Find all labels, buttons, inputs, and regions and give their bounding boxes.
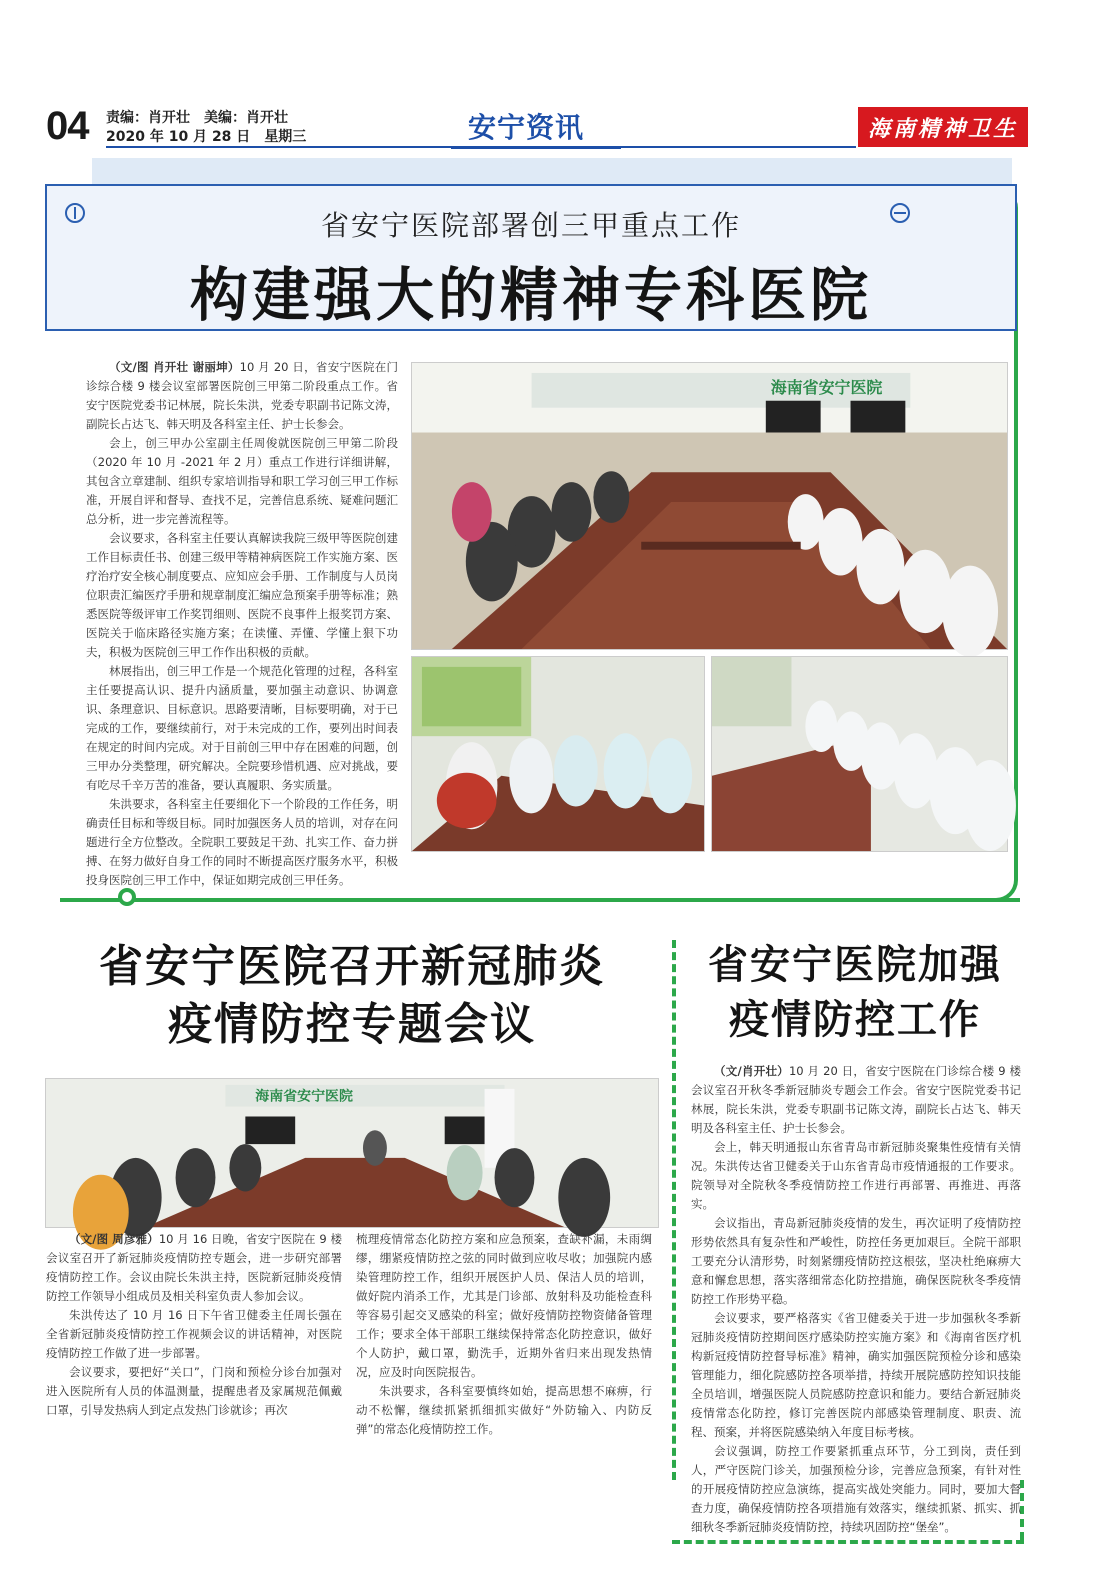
story-two-title — [45, 938, 659, 1054]
story-two-title-line: 省安宁医院召开新冠肺炎 — [99, 941, 605, 992]
meeting-photo-bottom — [45, 1078, 659, 1228]
story-two-title-line: 疫情防控专题会议 — [168, 999, 536, 1050]
paragraph: 朱洪传达了 10 月 16 日下午省卫健委主任周长强在全省新冠肺炎疫情防控工作视频会议的讲话精神，对医院疫情防控工作做了进一步部署。 — [46, 1308, 342, 1360]
story-two-body-col2 — [356, 1230, 652, 1540]
byline: （文/图 肖开壮 谢丽坤） — [109, 360, 240, 374]
paragraph: 林展指出，创三甲工作是一个规范化管理的过程，各科室主任要提高认识、提升内涵质量，要加强主动意识、协调意识、条理意识、目标意识。思路要清晰，目标要明确，对于已完成的工作，要继续前行，对于未完成的工作，要列出时间表在规定的时间内完成。对于目前创三甲中存在困难的问题，创三甲办分类整理，研究解决。全院要珍惜机遇、应对挑战，要有吃尽千辛万苦的准备，要认真履职、务实质量。 — [86, 664, 398, 792]
header-rule — [106, 146, 451, 148]
newspaper-logo: 海南精神卫生 — [858, 107, 1028, 147]
editor: 责编：肖开壮 — [106, 110, 190, 126]
byline: （文/肖开壮） — [714, 1064, 789, 1078]
section-title: 安宁资讯 — [468, 111, 585, 144]
header-rule-accent — [451, 146, 621, 149]
dashed-border — [672, 1540, 1024, 1544]
issue-date: 2020 年 10 月 28 日 — [106, 129, 251, 145]
frame-circle-icon — [118, 888, 136, 906]
story-three-title — [690, 938, 1020, 1048]
dashed-border — [672, 940, 676, 1480]
issue-weekday: 星期三 — [264, 129, 307, 145]
top-story-subtitle: 省安宁医院部署创三甲重点工作 — [320, 209, 741, 242]
top-story-body — [86, 358, 398, 887]
paragraph: 会上，创三甲办公室副主任周俊就医院创三甲第二阶段（2020 年 10 月 -2021 年 2 月）重点工作进行详细讲解，其包含立章建制、组织专家培训指导和职工学习创三甲工作标准，开展自评和督导、查找不足，完善信息系统、疑难问题汇总分析，进一步完善流程等。 — [86, 436, 398, 526]
meeting-photo-left — [411, 656, 705, 852]
meeting-photo-main — [411, 362, 1008, 650]
paragraph: 朱洪要求，各科室要慎终如始，提高思想不麻痹，行动不松懈，继续抓紧抓细抓实做好“外防输入、内防反弹”的常态化疫情防控工作。 — [356, 1384, 652, 1436]
paragraph: 会议要求，各科室主任要认真解读我院三级甲等医院创建工作目标责任书、创建三级甲等精神病医院工作实施方案、医疗治疗安全核心制度要点、应知应会手册、工作制度与人员岗位职责汇编医疗手册和规章制度汇编应急预案手册等标准；熟悉医院等级评审工作奖罚细则、医院不良事件上报奖罚方案、医院关于临床路径实施方案；在读懂、弄懂、学懂上狠下功夫，积极为医院创三甲工作作出积极的贡献。 — [86, 531, 398, 659]
paragraph: （文/图 周彦雅）10 月 16 日晚，省安宁医院在 9 楼会议室召开了新冠肺炎疫情防控专题会，进一步研究部署疫情防控工作。会议由院长朱洪主持，医院新冠肺炎疫情防控工作领导小组成员及相关科室负责人参加会议。 — [46, 1232, 342, 1303]
paragraph: （文/肖开壮）10 月 20 日，省安宁医院在门诊综合楼 9 楼会议室召开秋冬季新冠肺炎专题会工作会。省安宁医院党委书记林展，院长朱洪，党委专职副书记陈文涛，副院长占达飞、韩天明及各科室主任、护士长参会。 — [691, 1064, 1022, 1135]
paragraph: 会议指出，青岛新冠肺炎疫情的发生，再次证明了疫情防控形势依然具有复杂性和严峻性，防控任务更加艰巨。全院干部职工要充分认清形势，时刻紧绷疫情防控这根弦，坚决杜绝麻痹大意和懈怠思想，落实落细常态化防控措施，确保医院秋冬季疫情防控工作形势平稳。 — [691, 1216, 1021, 1306]
header-rule — [621, 146, 856, 148]
editor-info — [106, 107, 302, 127]
date-info — [106, 126, 320, 146]
paragraph: （文/图 肖开壮 谢丽坤）10 月 20 日，省安宁医院在门诊综合楼 9 楼会议室部署医院创三甲第二阶段重点工作。省安宁医院党委书记林展，院长朱洪，党委专职副书记陈文涛，副院长占达飞、韩天明及各科室主任、护士长参会。 — [86, 360, 398, 431]
paragraph: 会议要求，要严格落实《省卫健委关于进一步加强秋冬季新冠肺炎疫情防控期间医疗感染防控实施方案》和《海南省医疗机构新冠疫情防控督导标准》精神，确实加强医院预检分诊和感染管理能力，细化院感防控各项举措，持续开展院感防控知识技能全员培训，增强医院人员院感防控意识和能力。要结合新冠肺炎疫情常态化防控，修订完善医院内部感染管理制度、职责、流程、预案，并将医院感染纳入年度目标考核。 — [691, 1311, 1021, 1439]
paragraph: 朱洪要求，各科室主任要细化下一个阶段的工作任务，明确责任目标和等级目标。同时加强医务人员的培训，对存在问题进行全方位整改。全院职工要鼓足干劲、扎实工作、奋力拼搏、在努力做好自身工作的同时不断提高医疗服务水平，积极投身医院创三甲工作中，保证如期完成创三甲任务。 — [86, 797, 398, 887]
paragraph: 梳理疫情常态化防控方案和应急预案，查缺补漏，未雨绸缪，绷紧疫情防控之弦的同时做到应收尽收；加强院内感染管理防控工作，组织开展医护人员、保洁人员的培训，做好院内消杀工作，尤其是门诊部、放射科及功能检查科等容易引起交叉感染的科室；做好疫情防控物资储备管理工作；要求全体干部职工继续保持常态化防控意识，做好个人防护，戴口罩，勤洗手，近期外省归来出现发热情况，应及时向医院报告。 — [356, 1232, 652, 1379]
page-number: 04 — [46, 104, 89, 148]
paragraph: 会议要求，要把好“关口”，门岗和预检分诊台加强对进入医院所有人员的体温测量，提醒患者及家属规范佩戴口罩，引导发热病人到定点发热门诊就诊；再次 — [46, 1365, 342, 1417]
art-editor: 美编：肖开壮 — [204, 110, 288, 126]
hospital-sign: 海南省安宁医院 — [255, 1088, 353, 1105]
paragraph: 会议强调，防控工作要紧抓重点环节，分工到岗，责任到人，严守医院门诊关，加强预检分诊，完善应急预案，有针对性的开展疫情防控应急演练，提高实战处突能力。同时，要加大督查力度，确保疫情防控各项措施有效落实，继续抓紧、抓实、抓细秋冬季新冠肺炎疫情防控，持续巩固防控“堡垒”。 — [691, 1444, 1021, 1534]
top-story-title: 构建强大的精神专科医院 — [189, 261, 872, 329]
byline: （文/图 周彦雅） — [69, 1232, 159, 1246]
story-three-title-line: 疫情防控工作 — [729, 997, 981, 1043]
story-three-title-line: 省安宁医院加强 — [708, 942, 1002, 988]
paragraph: 会上，韩天明通报山东省青岛市新冠肺炎聚集性疫情有关情况。朱洪传达省卫健委关于山东省青岛市疫情通报的工作要求。院领导对全院秋冬季疫情防控工作进行再部署、再推进、再落实。 — [691, 1140, 1021, 1211]
story-two-body-col1 — [46, 1230, 342, 1540]
story-frame-bottom — [130, 898, 1020, 902]
hospital-sign: 海南省安宁医院 — [770, 377, 883, 397]
meeting-photo-right — [711, 656, 1008, 852]
story-three-body — [691, 1062, 1021, 1537]
